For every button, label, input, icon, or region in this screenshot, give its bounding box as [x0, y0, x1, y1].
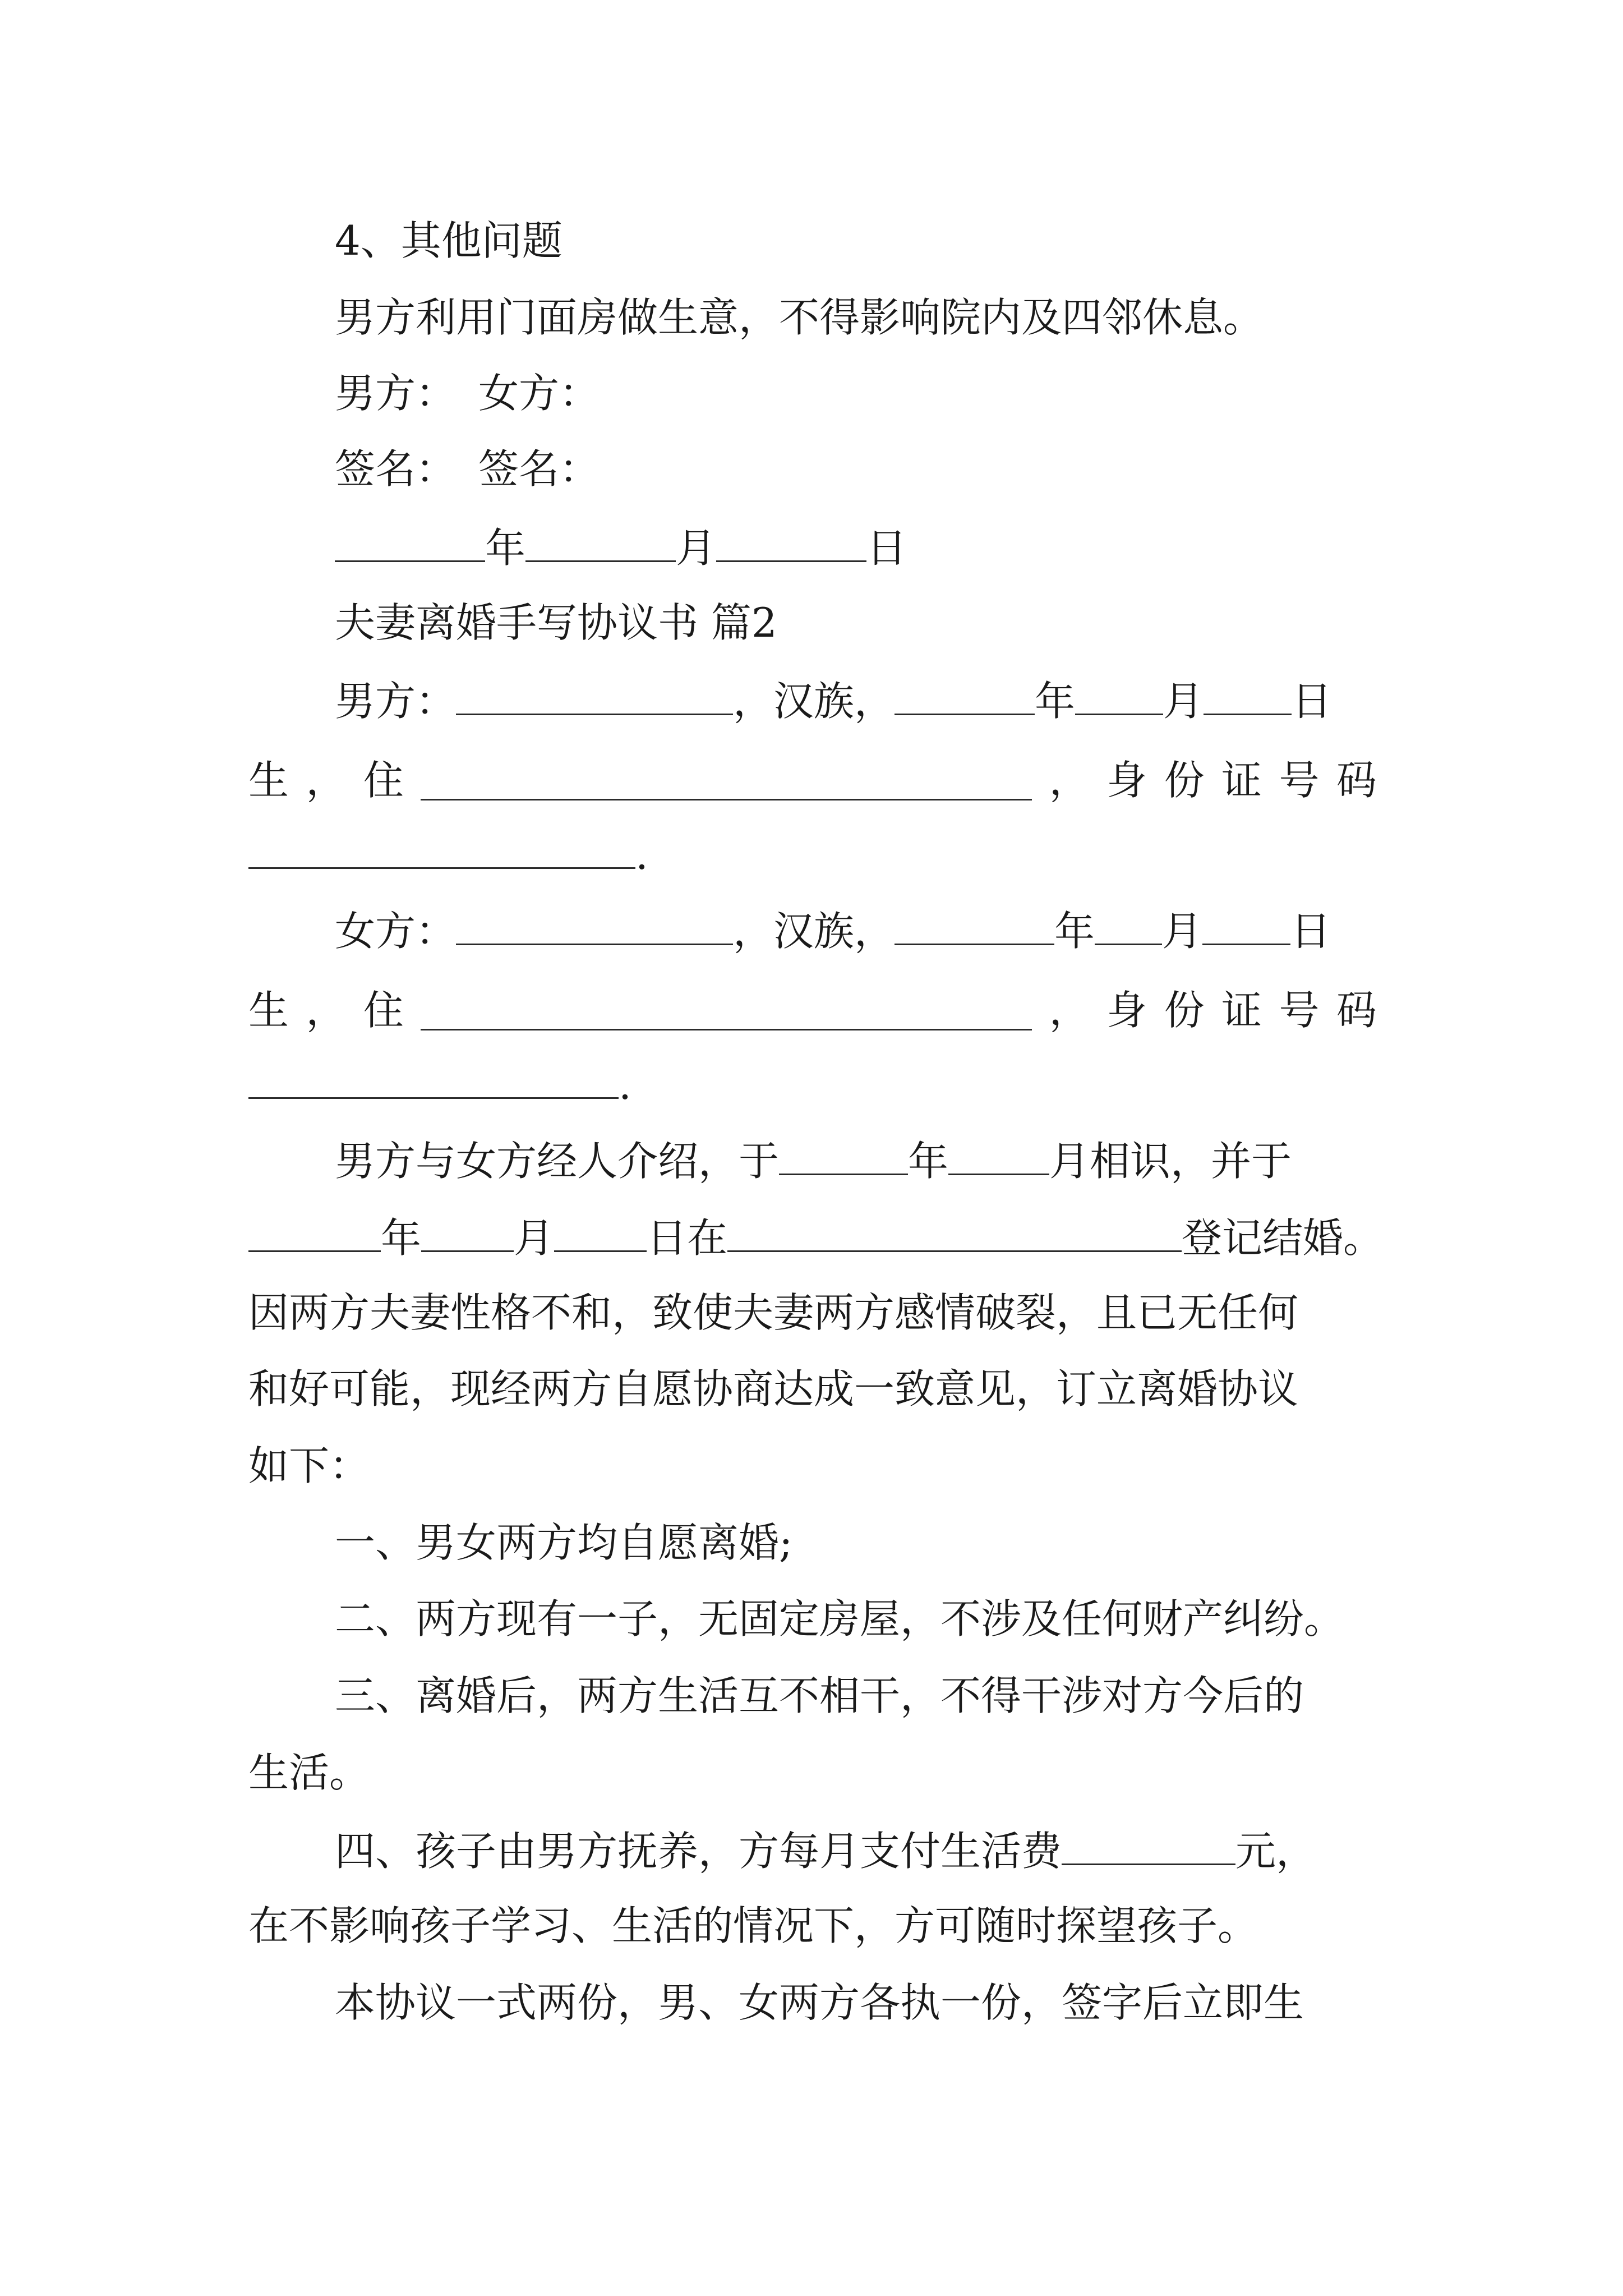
intro-line1: 男方与女方经人介绍，于 年 月相识，并于 — [335, 1138, 1292, 1185]
year-blank — [335, 526, 485, 562]
female-info-line1: 女方： ，汉族， 年 月 日 — [335, 908, 1331, 955]
clause-1: 一、男女两方均自愿离婚; — [335, 1519, 793, 1566]
paragraph-reason-line1: 因两方夫妻性格不和，致使夫妻两方感情破裂，且已无任何 — [248, 1289, 1299, 1336]
male-address-blank — [421, 764, 1032, 800]
male-day-blank — [1204, 679, 1292, 715]
section-heading-other-issues: 4、其他问题 — [335, 217, 562, 264]
male-name-blank — [456, 679, 733, 715]
reg-year-blank — [248, 1216, 381, 1252]
female-name-blank — [456, 909, 733, 945]
female-id-line: . — [248, 1062, 631, 1107]
female-day-blank — [1202, 909, 1290, 945]
reg-place-blank — [727, 1216, 1182, 1252]
clause-4-line2: 在不影响孩子学习、生活的情况下，方可随时探望孩子。 — [248, 1902, 1258, 1949]
male-info-line2: 生 ， 住 ， 身 份 证 号 码 — [248, 757, 1377, 804]
clause-3-line1: 三、离婚后，两方生活互不相干，不得干涉对方今后的 — [335, 1672, 1304, 1719]
party-labels: 男方： 女方： — [335, 370, 600, 417]
signature-labels: 签名： 签名： — [335, 445, 600, 493]
paragraph-reason-line3: 如下： — [248, 1442, 370, 1489]
day-blank — [716, 526, 866, 562]
paragraph-shop-usage: 男方利用门面房做生意，不得影响院内及四邻休息。 — [335, 294, 1264, 341]
male-year-blank — [895, 679, 1035, 715]
male-id-line: . — [248, 832, 648, 877]
female-id-blank — [248, 1062, 619, 1099]
living-expense-blank — [1062, 1829, 1235, 1865]
female-year-blank — [895, 909, 1054, 945]
month-blank — [525, 526, 676, 562]
meet-year-blank — [779, 1139, 908, 1175]
female-month-blank — [1095, 909, 1162, 945]
female-info-line2: 生 ， 住 ， 身 份 证 号 码 — [248, 987, 1377, 1034]
clause-4-line1: 四、孩子由男方抚养，方每月支付生活费 元， — [335, 1828, 1317, 1875]
clause-2: 二、两方现有一子，无固定房屋，不涉及任何财产纠纷。 — [335, 1595, 1345, 1642]
final-paragraph: 本协议一式两份，男、女两方各执一份，签字后立即生 — [335, 1979, 1304, 2026]
paragraph-reason-line2: 和好可能，现经两方自愿协商达成一致意见，订立离婚协议 — [248, 1365, 1299, 1412]
male-info-line1: 男方： ，汉族， 年 月 日 — [335, 678, 1332, 725]
reg-month-blank — [421, 1216, 514, 1252]
meet-month-blank — [948, 1139, 1049, 1175]
clause-3-line2: 生活。 — [248, 1749, 370, 1796]
section-title: 夫妻离婚手写协议书 篇2 — [335, 599, 777, 646]
reg-day-blank — [554, 1216, 647, 1252]
intro-line2: 年 月 日在 登记结婚。 — [248, 1216, 1384, 1260]
male-month-blank — [1075, 679, 1163, 715]
date-line: 年 月 日 — [335, 526, 907, 570]
female-address-blank — [421, 994, 1032, 1030]
male-id-blank — [248, 832, 635, 869]
